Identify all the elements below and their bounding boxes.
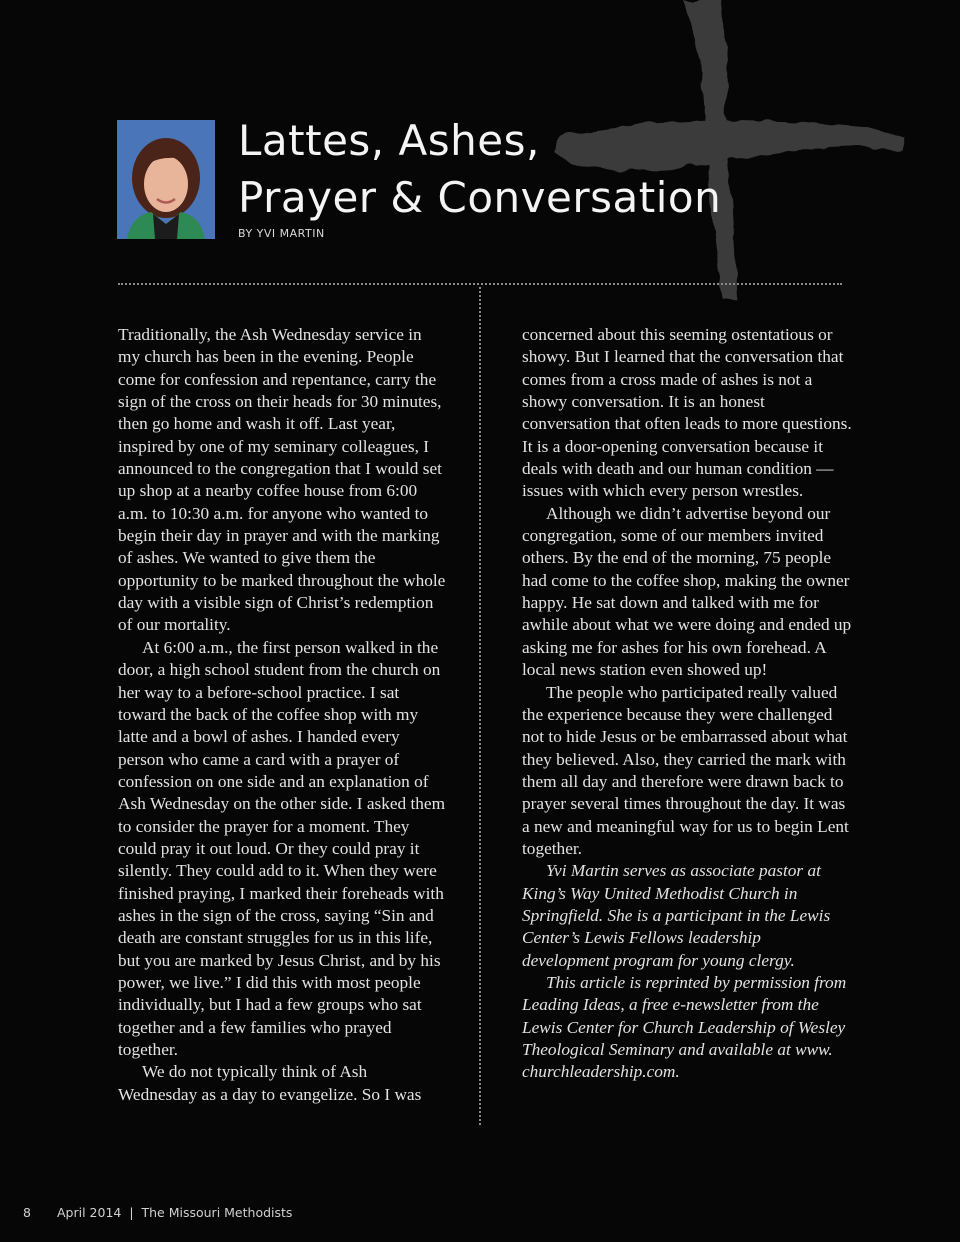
paragraph: At 6:00 a.m., the first person walked in the door, a high school student from the church on her way to a before-school practice. I sat toward the back of the coffee shop with my latte and a bowl of ashes. I handed every person who came a card with a prayer of confession on one side and an explanation of Ash Wednesday on the other side. I asked them to consider the prayer for a moment. They could pray it out loud. Or they could pray it silently. They could add to it. When they were finished praying, I marked their foreheads with ashes in the sign of the cross, saying “Sin and death are constant struggles for us in this life, but you are marked by Jesus Christ, and by his power, we live.” I did this with most people individually, but I had a few groups who sat together and a few families who prayed together. [118,637,446,1059]
reprint-note: This article is reprinted by permission from Leading Ideas, a free e-newsletter from the Lewis Center for Church Leadership of Wesley Theological Seminary and available at www. churchleadership.com. [522,972,847,1082]
author-photo [117,120,215,239]
horizontal-divider [118,283,842,285]
article-title [238,112,721,226]
left-column [118,324,448,1106]
paragraph: Traditionally, the Ash Wednesday service in my church has been in the evening. People come for confession and repentance, carry the sign of the cross on their heads for 30 minutes, then go home and wash it off. Last year, inspired by one of my seminary colleagues, I announced to the congregation that I would set up shop at a nearby coffee house from 6:00 a.m. to 10:30 a.m. for anyone who wanted to begin their day in prayer and with the marking of ashes. We wanted to give them the opportunity to be marked throughout the whole day with a visible sign of Christ’s redemption of our mortality. [118,325,446,635]
column-divider [479,287,481,1125]
title-line-2: Prayer & Conversation [238,173,722,222]
publication-name: The Missouri Methodists [141,1205,293,1220]
issue-date: April 2014 [57,1205,122,1220]
footer-separator: | [129,1205,134,1220]
paragraph: We do not typically think of Ash Wednesday as a day to evangelize. So I was [118,1062,422,1104]
paragraph: concerned about this seeming ostentatious or showy. But I learned that the conversation that comes from a cross made of ashes is not a showy conversation. It is an honest conversation that often leads to more questions. It is a door-opening conversation because it deals with death and our human condition — issues with which every person wrestles. [522,325,852,501]
byline: BY YVI MARTIN [238,227,325,240]
page-number: 8 [23,1205,31,1220]
paragraph: Although we didn’t advertise beyond our congregation, some of our members invited others. By the end of the morning, 75 people had come to the coffee shop, making the owner happy. He sat down and talked with me for awhile about what we were doing and ended up asking me for ashes for his own forehead. A local news station even showed up! [522,503,852,680]
right-column [522,324,852,1084]
author-bio: Yvi Martin serves as associate pastor at King’s Way United Methodist Church in Springfield. She is a participant in the Lewis Center’s Lewis Fellows leadership development program for young clergy. [522,861,831,970]
page-footer [23,1205,292,1220]
paragraph: The people who participated really valued the experience because they were challenged not to hide Jesus or be embarrassed about what they believed. Also, they carried the mark with them all day and therefore were drawn back to prayer several times throughout the day. It was a new and meaningful way for us to begin Lent together. [522,682,849,858]
title-line-1: Lattes, Ashes, [238,116,540,165]
